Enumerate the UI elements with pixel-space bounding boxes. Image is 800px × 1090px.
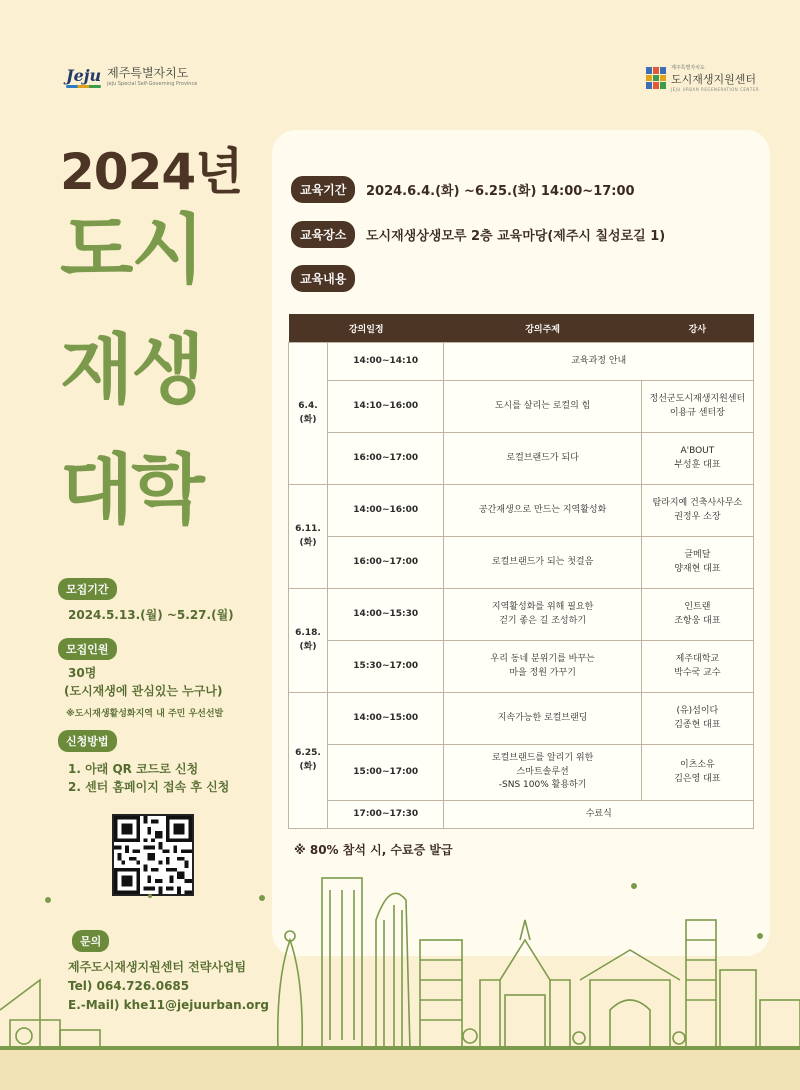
edu-period-value: 2024.6.4.(화) ~6.25.(화) 14:00~17:00 (366, 184, 635, 199)
recruit-period-tag: 모집기간 (58, 578, 117, 600)
topic-cell: 로컬브랜드가 되다 (444, 433, 641, 485)
edu-content-tag: 교육내용 (291, 265, 355, 292)
date-cell: 6.18. (화) (289, 589, 328, 693)
schedule-table (288, 314, 754, 829)
title-line-2: 재생 (60, 325, 203, 414)
recruit-people-detail: (도시재생에 관심있는 누구나) (64, 684, 223, 698)
recruit-people-value: 30명 (68, 666, 97, 680)
lecturer-cell: 이츠소유 김은영 대표 (641, 745, 753, 801)
date-cell: 6.4. (화) (289, 343, 328, 485)
table-row (289, 641, 754, 693)
contact-email: E.-Mail) khe11@jejuurban.org (68, 998, 269, 1012)
title-line-1: 도시 (60, 205, 203, 294)
time-cell: 15:00~17:00 (327, 745, 444, 801)
date-cell: 6.25. (화) (289, 693, 328, 829)
topic-cell: 수료식 (444, 801, 754, 829)
time-cell: 15:30~17:00 (327, 641, 444, 693)
contact-tag: 문의 (72, 930, 109, 952)
header-topic: 강의주제 (444, 314, 641, 343)
apply-method-2: 2. 센터 홈페이지 접속 후 신청 (68, 780, 230, 794)
schedule-header-row (289, 314, 754, 343)
recruit-people-tag: 모집인원 (58, 638, 117, 660)
header-lecturer: 강사 (641, 314, 753, 343)
table-row (289, 485, 754, 537)
urban-center-logo (646, 64, 759, 92)
jeju-province-logo (66, 64, 197, 87)
lecturer-cell: (유)섬이다 김종현 대표 (641, 693, 753, 745)
topic-cell: 우리 동네 분위기를 바꾸는 마을 정원 가꾸기 (444, 641, 641, 693)
title-line-3: 대학 (60, 445, 203, 534)
lecturer-cell: 글메달 양재현 대표 (641, 537, 753, 589)
header-schedule: 강의일정 (289, 314, 444, 343)
table-row (289, 343, 754, 381)
edu-place-tag: 교육장소 (291, 221, 355, 248)
topic-cell: 지역활성화를 위해 필요한 걷기 좋은 길 조성하기 (444, 589, 641, 641)
recruit-period-value: 2024.5.13.(월) ~5.27.(월) (68, 608, 234, 622)
time-cell: 14:00~14:10 (327, 343, 444, 381)
lecturer-cell: 탐라지예 건축사사무소 권정우 소장 (641, 485, 753, 537)
contact-org: 제주도시재생지원센터 전략사업팀 (68, 960, 247, 974)
contact-tel: Tel) 064.726.0685 (68, 979, 190, 993)
title-year: 2024년 (60, 143, 243, 201)
table-row (289, 589, 754, 641)
table-row (289, 537, 754, 589)
edu-place-value: 도시재생상생모루 2층 교육마당(제주시 칠성로길 1) (366, 229, 666, 244)
edu-period-tag: 교육기간 (291, 176, 355, 203)
time-cell: 16:00~17:00 (327, 537, 444, 589)
jeju-logo-mark: Jeju (66, 66, 102, 85)
apply-method-1: 1. 아래 QR 코드로 신청 (68, 762, 199, 776)
lecturer-cell: 제주대학교 박수국 교수 (641, 641, 753, 693)
table-row (289, 693, 754, 745)
jeju-logo-sub: Jeju Special Self-Governing Province (107, 81, 198, 87)
table-row (289, 745, 754, 801)
apply-method-tag: 신청방법 (58, 730, 117, 752)
topic-cell: 지속가능한 로컬브랜딩 (444, 693, 641, 745)
topic-cell: 로컬브랜드를 알리기 위한 스마트솔루션 -SNS 100% 활용하기 (444, 745, 641, 801)
jeju-logo-text: 제주특별자치도 (107, 66, 189, 80)
ground-band (0, 1050, 800, 1090)
time-cell: 14:00~15:30 (327, 589, 444, 641)
topic-cell: 도시를 살리는 로컬의 힘 (444, 381, 641, 433)
time-cell: 14:10~16:00 (327, 381, 444, 433)
table-row (289, 381, 754, 433)
lecturer-cell: 인트랜 조항웅 대표 (641, 589, 753, 641)
urban-center-logo-text: 도시재생지원센터 (671, 73, 757, 86)
date-cell: 6.11. (화) (289, 485, 328, 589)
table-row (289, 433, 754, 485)
topic-cell: 공간재생으로 만드는 지역활성화 (444, 485, 641, 537)
certificate-note: ※ 80% 참석 시, 수료증 발급 (294, 843, 453, 857)
time-cell: 14:00~16:00 (327, 485, 444, 537)
lecturer-cell: A'BOUT 부성훈 대표 (641, 433, 753, 485)
urban-center-logo-icon (646, 67, 666, 89)
recruit-people-note: ※도시재생활성화지역 내 주민 우선선발 (66, 709, 224, 719)
topic-cell: 교육과정 안내 (444, 343, 754, 381)
topic-cell: 로컬브랜드가 되는 첫걸음 (444, 537, 641, 589)
lecturer-cell: 정선군도시재생지원센터 이용규 센터장 (641, 381, 753, 433)
urban-center-logo-sub: JEJU URBAN REGENERATION CENTER (671, 87, 760, 92)
urban-center-logo-top: 제주특별자치도 (671, 65, 705, 71)
time-cell: 14:00~15:00 (327, 693, 444, 745)
time-cell: 16:00~17:00 (327, 433, 444, 485)
table-row (289, 801, 754, 829)
time-cell: 17:00~17:30 (327, 801, 444, 829)
